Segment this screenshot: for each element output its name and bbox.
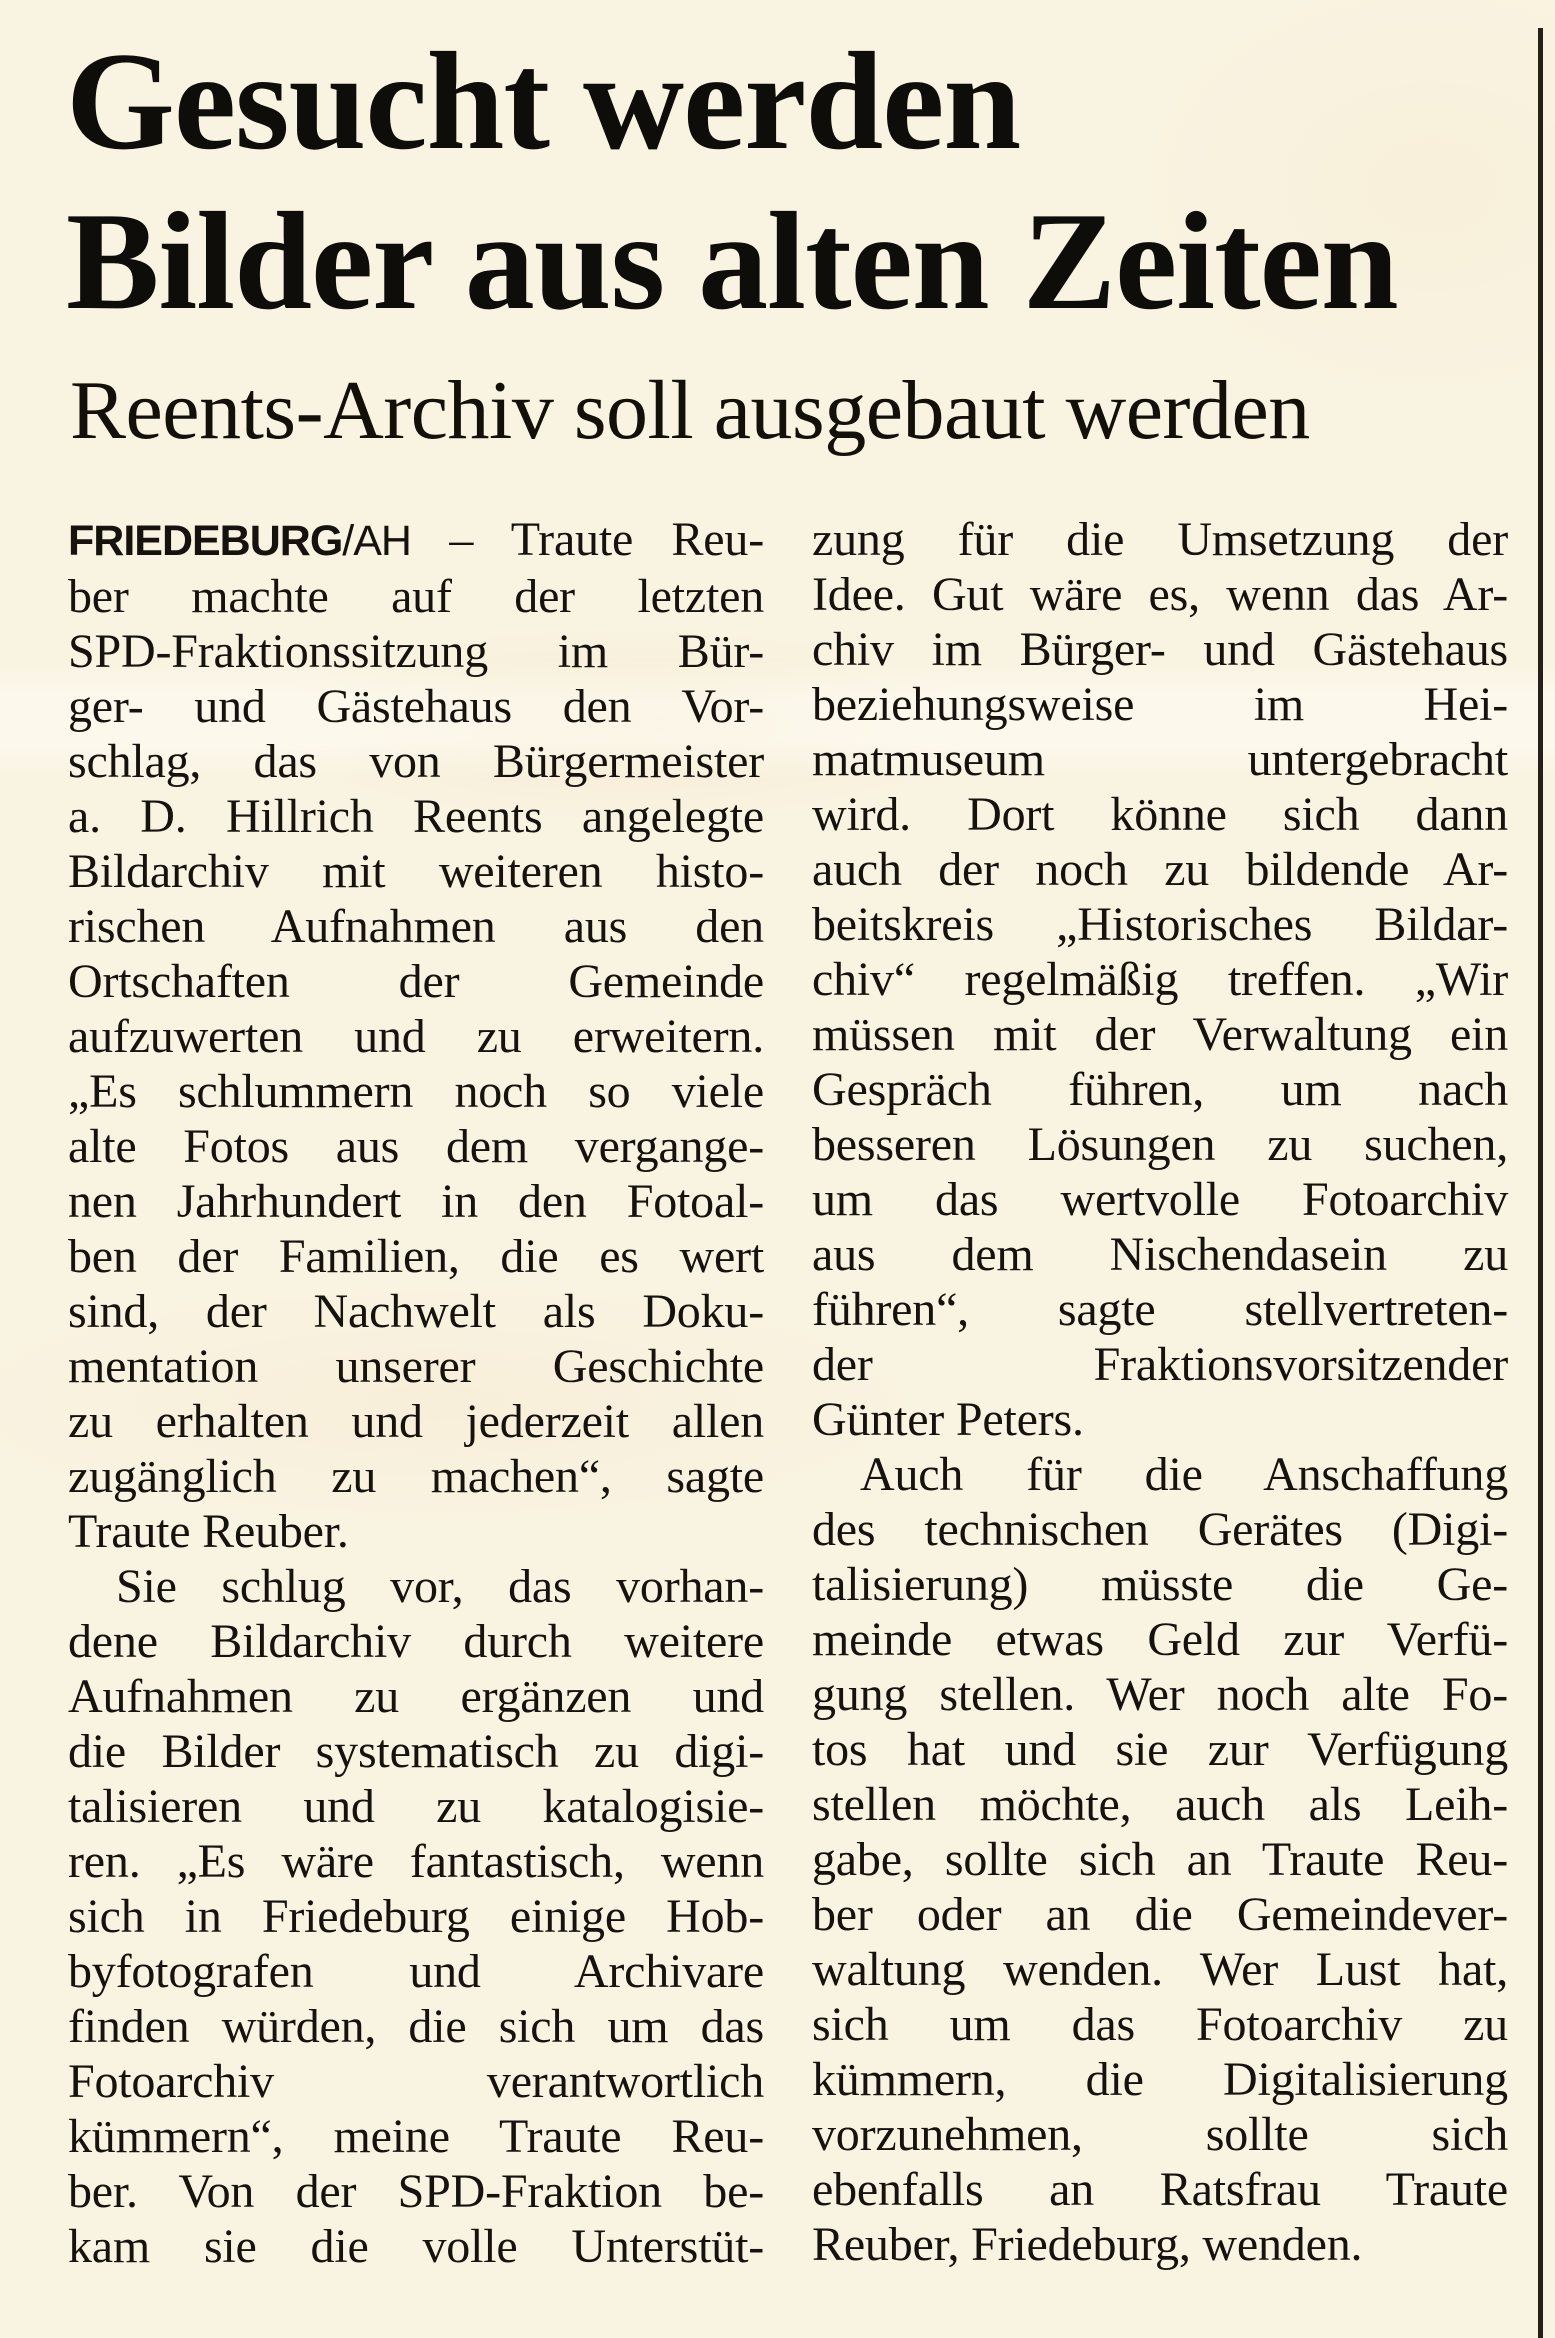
- text-line: sich um das Fotoarchiv zu: [812, 1998, 1508, 2051]
- text-line: kam sie die volle Unterstüt-: [68, 2220, 764, 2273]
- text-line: waltung wenden. Wer Lust hat,: [812, 1943, 1508, 1996]
- text-line: zung für die Umsetzung der: [812, 513, 1508, 566]
- text-line: Reuber, Friedeburg, wenden.: [812, 2218, 1363, 2271]
- text-line: matmuseum untergebracht: [812, 733, 1508, 786]
- dateline-lead-text: – Traute Reu-: [410, 513, 764, 566]
- text-line: mentation unserer Geschichte: [68, 1340, 764, 1393]
- text-line: sind, der Nachwelt als Doku-: [68, 1285, 764, 1338]
- text-line: kümmern, die Digitalisierung: [812, 2053, 1508, 2106]
- text-line: ber machte auf der letzten: [68, 570, 764, 623]
- column-1: [68, 512, 764, 2274]
- text-line: [68, 512, 764, 569]
- text-line: der Fraktionsvorsitzender: [812, 1338, 1508, 1391]
- text-line: „Es schlummern noch so viele: [68, 1065, 764, 1118]
- text-line: auch der noch zu bildende Ar-: [812, 843, 1508, 896]
- text-line: Fotoarchiv verantwortlich: [68, 2055, 764, 2108]
- headline-line-2: Bilder aus alten Zeiten: [66, 184, 1398, 339]
- text-line: zugänglich zu machen“, sagte: [68, 1450, 764, 1503]
- text-line: meinde etwas Geld zur Verfü-: [812, 1613, 1508, 1666]
- text-line: ber oder an die Gemeindever-: [812, 1888, 1508, 1941]
- text-line: SPD-Fraktionssitzung im Bür-: [68, 625, 764, 678]
- text-line: vorzunehmen, sollte sich: [812, 2108, 1508, 2161]
- text-line: gabe, sollte sich an Traute Reu-: [812, 1833, 1508, 1886]
- article-body: [68, 512, 1508, 2274]
- dateline-ref: /AH: [342, 517, 411, 565]
- text-line: Traute Reuber.: [68, 1505, 349, 1558]
- text-line: führen“, sagte stellvertreten-: [812, 1283, 1508, 1336]
- text-line: byfotografen und Archivare: [68, 1945, 764, 1998]
- subheadline: Reents-Archiv soll ausgebaut werden: [70, 364, 1310, 457]
- text-line: ren. „Es wäre fantastisch, wenn: [68, 1835, 764, 1888]
- text-line: aus dem Nischendasein zu: [812, 1228, 1508, 1281]
- text-line: beitskreis „Historisches Bildar-: [812, 898, 1508, 951]
- text-line: Günter Peters.: [812, 1393, 1084, 1446]
- text-line: rischen Aufnahmen aus den: [68, 900, 764, 953]
- text-line: Sie schlug vor, das vorhan-: [116, 1560, 764, 1613]
- text-line: Ortschaften der Gemeinde: [68, 955, 764, 1008]
- text-line: talisieren und zu katalogisie-: [68, 1780, 764, 1833]
- text-line: talisierung) müsste die Ge-: [812, 1558, 1508, 1611]
- text-line: müssen mit der Verwaltung ein: [812, 1008, 1508, 1061]
- text-line: ben der Familien, die es wert: [68, 1230, 764, 1283]
- text-line: gung stellen. Wer noch alte Fo-: [812, 1668, 1508, 1721]
- text-line: besseren Lösungen zu suchen,: [812, 1118, 1508, 1171]
- text-line: wird. Dort könne sich dann: [812, 788, 1508, 841]
- text-line: Auch für die Anschaffung: [860, 1448, 1508, 1501]
- text-line: schlag, das von Bürgermeister: [68, 735, 764, 788]
- text-line: alte Fotos aus dem vergange-: [68, 1120, 764, 1173]
- text-line: beziehungsweise im Hei-: [812, 678, 1508, 731]
- text-line: zu erhalten und jederzeit allen: [68, 1395, 764, 1448]
- text-line: ger- und Gästehaus den Vor-: [68, 680, 764, 733]
- dateline-location: FRIEDEBURG: [68, 517, 343, 565]
- text-line: Bildarchiv mit weiteren histo-: [68, 845, 764, 898]
- text-line: Idee. Gut wäre es, wenn das Ar-: [812, 568, 1508, 621]
- text-line: a. D. Hillrich Reents angelegte: [68, 790, 764, 843]
- text-line: tos hat und sie zur Verfügung: [812, 1723, 1508, 1776]
- text-line: dene Bildarchiv durch weitere: [68, 1615, 764, 1668]
- text-line: Gespräch führen, um nach: [812, 1063, 1508, 1116]
- column-2: [812, 512, 1508, 2274]
- text-line: nen Jahrhundert in den Fotoal-: [68, 1175, 764, 1228]
- text-line: kümmern“, meine Traute Reu-: [68, 2110, 764, 2163]
- text-line: finden würden, die sich um das: [68, 2000, 764, 2053]
- text-line: ber. Von der SPD-Fraktion be-: [68, 2165, 764, 2218]
- text-line: des technischen Gerätes (Digi-: [812, 1503, 1508, 1556]
- text-line: ebenfalls an Ratsfrau Traute: [812, 2163, 1508, 2216]
- column-divider-rule: [1538, 28, 1543, 2338]
- text-line: um das wertvolle Fotoarchiv: [812, 1173, 1508, 1226]
- text-line: chiv“ regelmäßig treffen. „Wir: [812, 953, 1508, 1006]
- headline-line-1: Gesucht werden: [66, 24, 1021, 179]
- text-line: die Bilder systematisch zu digi-: [68, 1725, 764, 1778]
- text-line: aufzuwerten und zu erweitern.: [68, 1010, 764, 1063]
- text-line: chiv im Bürger- und Gästehaus: [812, 623, 1508, 676]
- text-line: Aufnahmen zu ergänzen und: [68, 1670, 764, 1723]
- text-line: sich in Friedeburg einige Hob-: [68, 1890, 764, 1943]
- text-line: stellen möchte, auch als Leih-: [812, 1778, 1508, 1831]
- headline: [66, 22, 1555, 342]
